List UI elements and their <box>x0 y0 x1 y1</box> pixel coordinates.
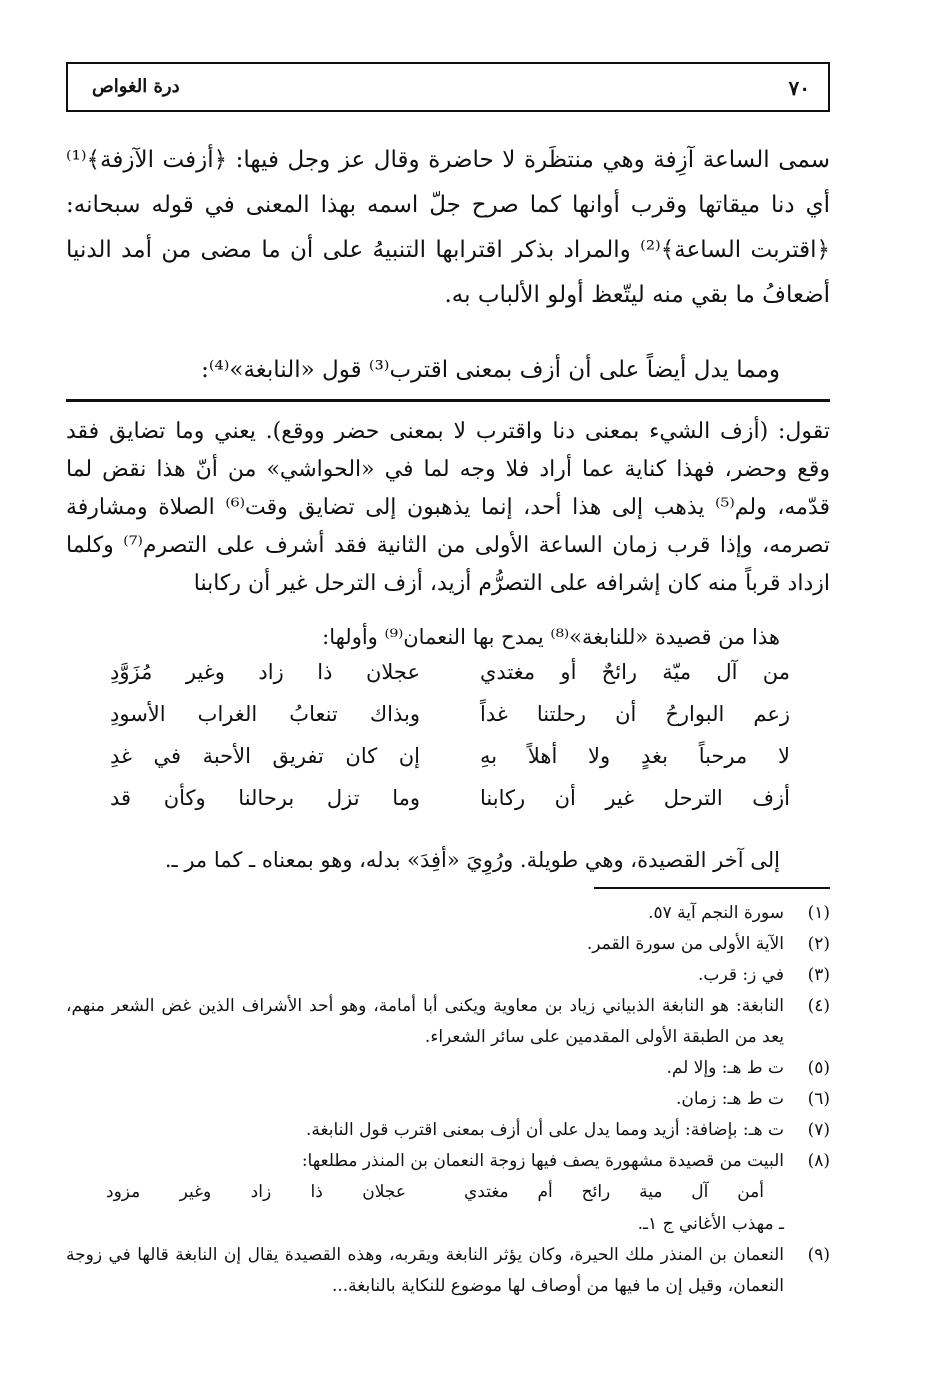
paragraph-1: سمى الساعة آزِفة وهي منتظَرة لا حاضرة وقال عز وجل فيها: ﴿أزفت الآزفة﴾⁽¹⁾ أي دنا ميقاتها وقرب أوانها كما صرح جلّ اسمه بهذا المعنى في قوله سبحانه: ﴿اقتربت الساعة﴾⁽²⁾ والمراد بذكر اقترابها التنبيهُ على أن ما مضى من أمد الدنيا أضعافُ ما بقي منه ليتّعظ أولو الألباب به. <box>66 147 830 308</box>
footnote-source <box>66 1209 830 1240</box>
footnote-number: (٨) <box>807 1151 830 1171</box>
footnote <box>66 1115 830 1146</box>
footnote <box>66 991 830 1053</box>
poem-verse <box>110 660 790 702</box>
footnote <box>66 898 830 929</box>
paragraph-4: هذا من قصيدة «للنابغة»⁽⁸⁾ يمدح بها النعمان⁽⁹⁾ وأولها: <box>322 625 780 649</box>
poem <box>110 660 790 828</box>
footnote-number: (٣) <box>807 965 830 985</box>
verse-first-hemistich: أزف الترحل غير أن ركابنا <box>480 786 790 810</box>
verse-second-hemistich: إن كان تفريق الأحبة في غدِ <box>110 744 420 768</box>
footnote <box>66 1146 830 1177</box>
footnote-text: ت ط هـ: زمان. <box>676 1089 784 1109</box>
footnote-number: (٤) <box>807 996 830 1016</box>
section-divider <box>66 399 830 402</box>
verse-first-hemistich: من آل ميّة رائحٌ أو مغتدي <box>480 660 790 684</box>
poem-verse <box>110 786 790 828</box>
footnote-number: (١) <box>807 903 830 923</box>
footnote-text: في ز: قرب. <box>698 965 784 985</box>
footnote-number: (٢) <box>807 934 830 954</box>
footnote <box>66 1240 830 1302</box>
footnote-text: ت ط هـ: وإلا لم. <box>666 1058 784 1078</box>
footnote <box>66 1084 830 1115</box>
footnote-verse-first: أمن آل مية رائح أم مغتدي <box>464 1182 764 1202</box>
verse-first-hemistich: زعم البوارحُ أن رحلتنا غداً <box>480 702 790 726</box>
footnote-number: (٥) <box>807 1058 830 1078</box>
book-title: درة الغواص <box>92 76 180 97</box>
footnote-text: ت هـ: بإضافة: أزيد ومما يدل على أن أزف بمعنى اقترب قول النابغة. <box>306 1120 784 1140</box>
footnote-text: سورة النجم آية ٥٧. <box>648 903 784 923</box>
footnote-separator <box>594 887 830 889</box>
footnote-source-text: ـ مهذب الأغاني ج ١ـ. <box>637 1214 784 1234</box>
footnote-number: (٦) <box>807 1089 830 1109</box>
footnote-text: النعمان بن المنذر ملك الحيرة، وكان يؤثر النابغة ويقربه، وهذه القصيدة يقال إن النابغة قالها في زوجة النعمان، وقيل إن ما فيها من أوصاف لها موضوع للنكاية بالنابغة... <box>66 1245 784 1296</box>
footnote-number: (٩) <box>807 1245 830 1265</box>
poem-verse <box>110 702 790 744</box>
page-number: ٧٠ <box>788 76 810 100</box>
footnote <box>66 960 830 991</box>
verse-second-hemistich: وما تزل برحالنا وكأن قد <box>110 786 420 810</box>
footnote <box>66 1053 830 1084</box>
footnote-text: النابغة: هو النابغة الذبياني زياد بن معاوية ويكنى أبا أمامة، وهو أحد الأشراف الذين غض الشعر منهم، يعد من الطبقة الأولى المقدمين على سائر الشعراء. <box>66 996 784 1047</box>
poem-verse <box>110 744 790 786</box>
paragraph-3: تقول: (أزف الشيء بمعنى دنا واقترب لا بمعنى حضر ووقع). يعني وما تضايق فقد وقع وحضر، فهذا كناية عما أراد فلا وجه لما في «الحواشي» من أنّ هذا نقض لما قدّمه، ولم⁽⁵⁾ يذهب إلى هذا أحد، إنما يذهبون إلى تضايق وقت⁽⁶⁾ الصلاة ومشارفة تصرمه، وإذا قرب زمان الساعة الأولى من الثانية فقد أشرف على التصرم⁽⁷⁾ وكلما ازداد قرباً منه كان إشرافه على التصرُّم أزيد، أزف الترحل غير أن ركابنا <box>66 419 831 596</box>
footnote <box>66 929 830 960</box>
paragraph-5: إلى آخر القصيدة، وهي طويلة. ورُوِيَ «أفِدَ» بدله، وهو بمعناه ـ كما مر ـ. <box>164 848 780 872</box>
footnote-number: (٧) <box>807 1120 830 1140</box>
footnote-text: البيت من قصيدة مشهورة يصف فيها زوجة النعمان بن المنذر مطلعها: <box>301 1151 784 1171</box>
page-header <box>66 62 830 112</box>
verse-second-hemistich: وبذاك تنعابُ الغراب الأسودِ <box>110 702 420 726</box>
paragraph-2: ومما يدل أيضاً على أن أزف بمعنى اقترب⁽³⁾ قول «النابغة»⁽⁴⁾: <box>201 357 780 383</box>
footnote-text: الآية الأولى من سورة القمر. <box>586 934 784 954</box>
footnotes <box>66 898 830 1302</box>
footnote-verse-second: عجلان ذا زاد وغير مزود <box>106 1182 406 1202</box>
verse-second-hemistich: عجلان ذا زاد وغير مُزَوَّدِ <box>110 660 420 684</box>
footnote-verse <box>66 1177 784 1209</box>
verse-first-hemistich: لا مرحباً بغدٍ ولا أهلاً بهِ <box>480 744 790 768</box>
